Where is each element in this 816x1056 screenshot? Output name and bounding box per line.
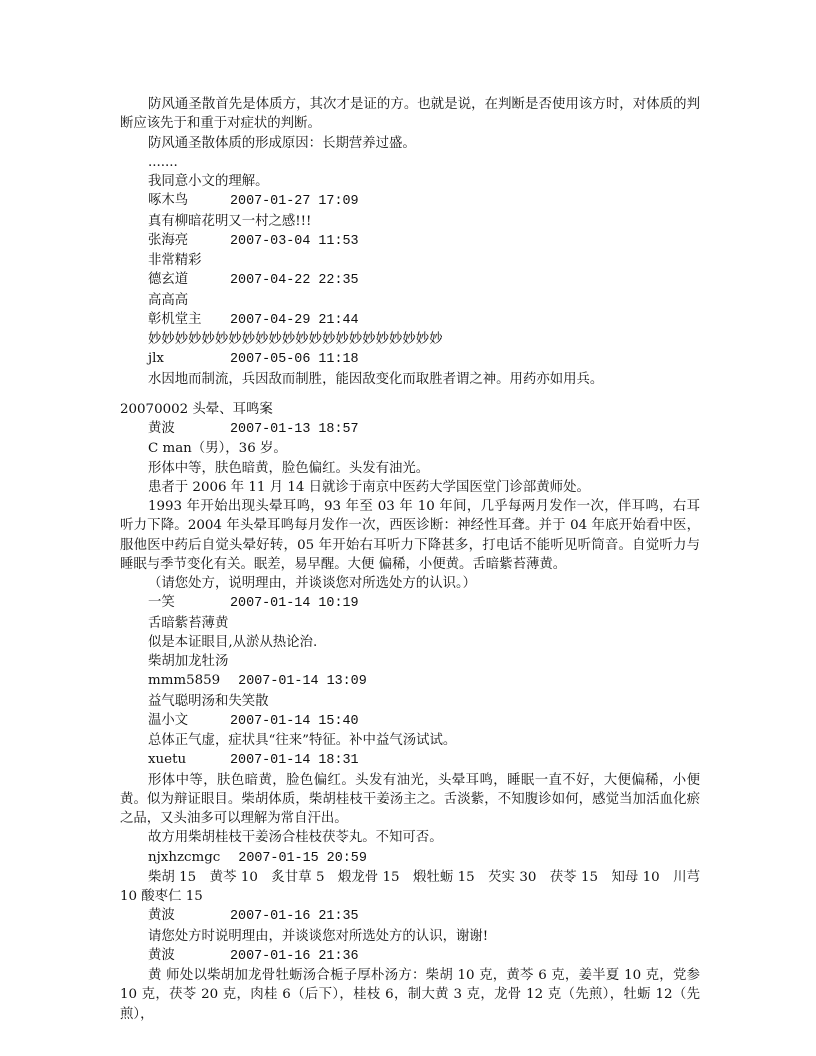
paragraph: 请您处方时说明理由，并谈谈您对所选处方的认识，谢谢! [148,928,489,944]
post-author: 黄波 [148,908,175,924]
paragraph: 防风通圣散体质的形成原因：长期营养过盛。 [148,135,416,151]
post-timestamp: 2007-01-14 10:19 [230,596,359,612]
post-author: 黄波 [148,947,175,963]
post-timestamp: 2007-01-16 21:35 [230,909,359,925]
post-timestamp: 2007-03-04 11:53 [230,233,359,249]
paragraph: 我同意小文的理解。 [148,174,269,189]
paragraph: 防风通圣散首先是体质方，其次才是证的方。也就是说，在判断是否使用该方时，对体质的判断应该先于和重于对症状的判断。 [120,97,700,132]
post-header [120,191,700,211]
post-header [120,906,700,926]
paragraph: 益气聪明汤和失笑散 [148,693,269,709]
paragraph: C man（男），36 岁。 [148,441,287,457]
post-timestamp: 2007-04-22 22:35 [230,273,359,289]
post-author: 温小文 [148,712,189,728]
paragraph: 似是本证眼目,从淤从热论治. [148,634,318,650]
paragraph: 形体中等，肤色暗黄，脸色偏红。头发有油光。 [148,460,430,476]
post-timestamp: 2007-01-14 18:31 [230,753,359,769]
post-author: 张海亮 [148,232,189,248]
post-author: njxhzcmgc [148,849,221,865]
post-timestamp: 2007-01-13 18:57 [230,422,359,437]
post-timestamp: 2007-05-06 11:18 [230,352,359,368]
post-header [120,671,700,691]
paragraph: 非常精彩 [148,253,202,268]
paragraph: 舌暗紫苔薄黄 [148,615,229,631]
post-timestamp: 2007-04-29 21:44 [230,312,359,328]
post-header [120,750,700,770]
paragraph: 1993 年开始出现头晕耳鸣，93 年至 03 年 10 年间，几乎每两月发作一次，伴耳鸣，右耳听力下降。2004 年头晕耳鸣每月发作一次，西医诊断：神经性耳聋。并于 04 年底开始看中医，服他医中药后自觉头晕好转，05 年开始右耳听力下降甚多，打电话不能听见听筒音。自觉听力与睡眠与季节变化有关。眠差，易早醒。大便 偏稀，小便黄。舌暗紫苔薄黄。 [120,499,700,572]
paragraph: 柴胡加龙牡汤 [148,654,229,669]
post-author: 一笑 [148,595,175,611]
post-header [120,231,700,251]
post-author: 德玄道 [148,272,189,288]
post-author: 啄木鸟 [148,193,189,209]
post-author: 黄波 [148,421,175,436]
post-author: xuetu [148,752,187,768]
post-header [120,593,700,613]
post-timestamp: 2007-01-14 15:40 [230,713,359,729]
post-author: jlx [148,351,164,367]
paragraph: 柴胡 15 黄芩 10 炙甘草 5 煅龙骨 15 煅牡蛎 15 芡实 30 茯苓 15 知母 10 川芎 10 酸枣仁 15 [120,869,700,904]
paragraph: 总体正气虚，症状具“往来”特征。补中益气汤试试。 [148,733,457,748]
post-header [120,349,700,369]
paragraph: 形体中等，肤色暗黄，脸色偏红。头发有油光，头晕耳鸣，睡眠一直不好，大便偏稀，小便黄。似为辩证眼目。柴胡体质，柴胡桂枝干姜汤主之。舌淡紫，不知腹诊如何，感觉当加活血化瘀之品，又头油多可以理解为常自汗出。 [120,772,700,826]
post-header [120,310,700,330]
post-header [120,419,700,439]
paragraph: 黄 师处以柴胡加龙骨牡蛎汤合栀子厚朴汤方：柴胡 10 克，黄芩 6 克，姜半夏 10 克，党参 10 克，茯苓 20 克，肉桂 6（后下），桂枝 6，制大黄 3 克，龙骨 12 克（先煎），牡蛎 12（先煎）， [120,968,700,1022]
document-body [120,95,700,1024]
post-timestamp: 2007-01-16 21:36 [230,948,359,964]
paragraph: 妙妙妙妙妙妙妙妙妙妙妙妙妙妙妙妙妙妙妙妙妙妙 [148,332,443,347]
case-title: 20070002 头晕、耳鸣案 [120,401,273,417]
post-header [120,848,700,868]
post-header [120,270,700,290]
post-timestamp: 2007-01-15 20:59 [238,850,367,866]
paragraph: 故方用柴胡桂枝干姜汤合桂枝茯苓丸。不知可否。 [148,830,443,846]
paragraph: ....... [148,154,178,170]
post-timestamp: 2007-01-14 13:09 [238,674,367,690]
paragraph: （请您处方，说明理由，并谈谈您对所选处方的认识。） [148,576,477,591]
paragraph: 水因地而制流，兵因敌而制胜，能因敌变化而取胜者谓之神。用药亦如用兵。 [148,371,604,387]
spacer [120,389,700,400]
post-header [120,711,700,731]
post-author: 彰机堂主 [148,311,202,327]
post-author: mmm5859 [148,673,221,689]
paragraph: 高高高 [148,292,189,308]
post-timestamp: 2007-01-27 17:09 [230,194,359,210]
paragraph: 患者于 2006 年 11 月 14 日就诊于南京中医药大学国医堂门诊部黄师处。 [148,479,590,495]
post-header [120,946,700,966]
paragraph: 真有柳暗花明又一村之感!!! [148,213,312,229]
